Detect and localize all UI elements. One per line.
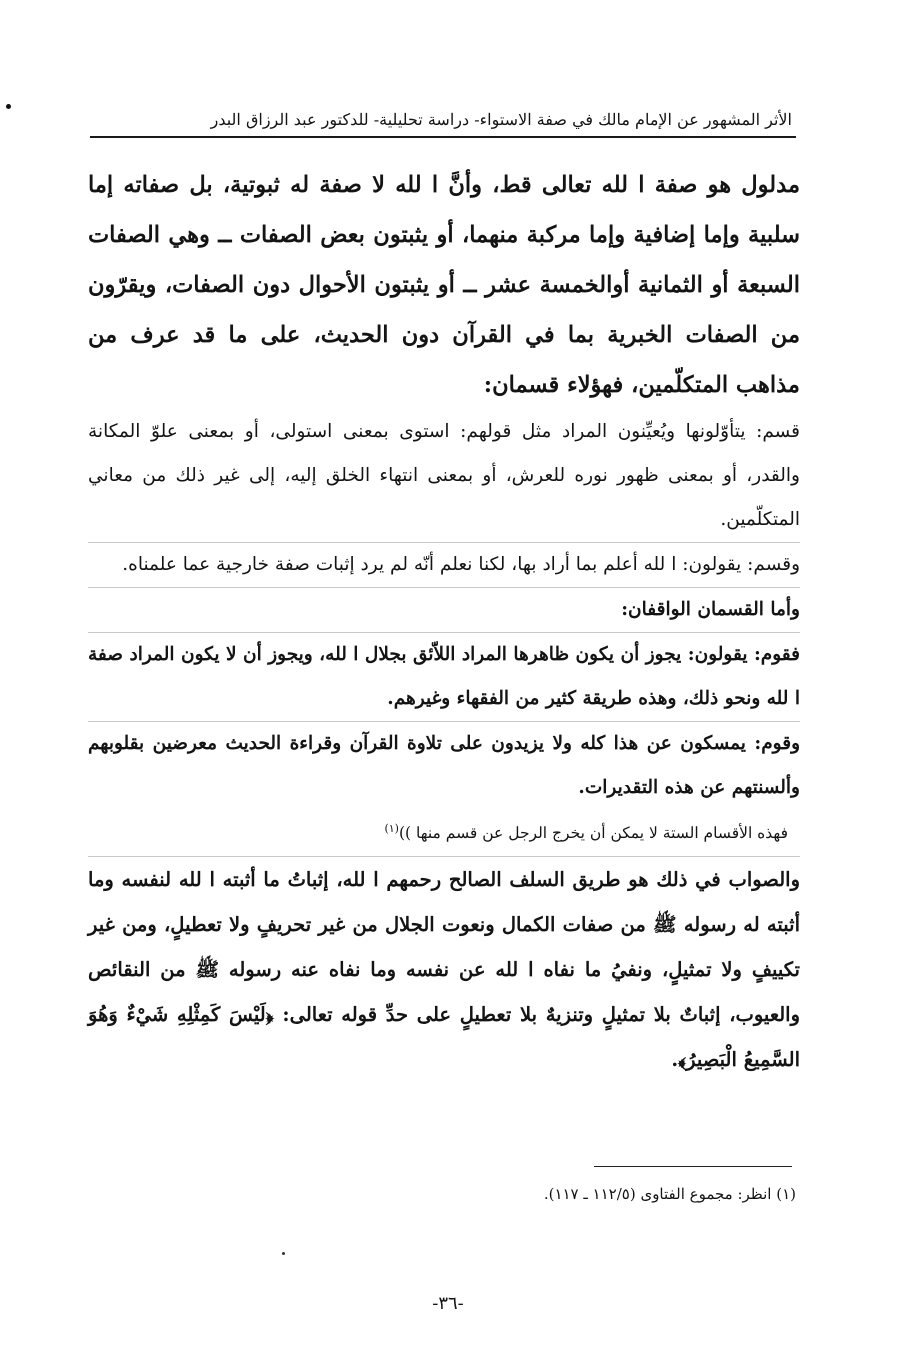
header-title: الأثر المشهور عن الإمام مالك في صفة الاستواء- دراسة تحليلية- للدكتور عبد الرزاق البدر <box>210 110 792 129</box>
quote-closing-line <box>88 810 800 852</box>
margin-dot-bottom <box>282 1252 285 1255</box>
paragraph-fourth-group: وقوم: يمسكون عن هذا كله ولا يزيدون على تلاوة القرآن وقراءة الحديث معرضين بقلوبهم وألسنتهم عن هذه التقديرات. <box>88 721 800 810</box>
page-number: -٣٦- <box>432 1293 464 1314</box>
paragraph-second-group: وقسم: يقولون: ا لله أعلم بما أراد بها، لكنا نعلم أنّه لم يرد إثبات صفة خارجية عما علمناه. <box>88 542 800 587</box>
paragraph-correct-view: والصواب في ذلك هو طريق السلف الصالح رحمهم ا لله، إثباتُ ما أثبته ا لله لنفسه وما أثبته له رسوله ﷺ من صفات الكمال ونعوت الجلال من غير تحريفٍ ولا تعطيلٍ، ومن غير تكييفٍ ولا تمثيلٍ، ونفيُ ما نفاه ا لله عن نفسه وما نفاه عنه رسوله ﷺ من النقائص والعيوب، إثباتٌ بلا تمثيلٍ وتنزيهٌ بلا تعطيلٍ على حدِّ قوله تعالى: ﴿لَيْسَ كَمِثْلِهِ شَيْءٌ وَهُوَ السَّمِيعُ الْبَصِيرُ﴾. <box>88 856 800 1082</box>
paragraph-waqifan-heading: وأما القسمان الواقفان: <box>88 587 800 632</box>
footnote-divider <box>594 1166 792 1167</box>
footnote: (١) انظر: مجموع الفتاوى (١١٢/٥ ـ ١١٧). <box>543 1185 796 1203</box>
running-header <box>90 106 796 138</box>
footnote-reference: (١) <box>384 822 399 835</box>
margin-dot <box>6 104 11 109</box>
main-text <box>88 160 800 1082</box>
paragraph-first-group: قسم: يتأوّلونها ويُعيِّنون المراد مثل قولهم: استوى بمعنى استولى، أو بمعنى علوّ المكانة والقدر، أو بمعنى ظهور نوره للعرش، أو بمعنى انتهاء الخلق إليه، إلى غير ذلك من معاني المتكلّمين. <box>88 421 800 530</box>
quote-text: فهذه الأقسام الستة لا يمكن أن يخرج الرجل عن قسم منها )) <box>398 824 788 843</box>
paragraph-third-group: فقوم: يقولون: يجوز أن يكون ظاهرها المراد اللاّئق بجلال ا لله، ويجوز أن لا يكون المراد صفة ا لله ونحو ذلك، وهذه طريقة كثير من الفقهاء وغيرهم. <box>88 632 800 721</box>
lead-paragraph: مدلول هو صفة ا لله تعالى قط، وأنَّ ا لله لا صفة له ثبوتية، بل صفاته إما سلبية وإما إضافية وإما مركبة منهما، أو يثبتون بعض الصفات ــ وهي الصفات السبعة أو الثمانية أوالخمسة عشر ــ أو يثبتون الأحوال دون الصفات، ويقرّون من الصفات الخبرية بما في القرآن دون الحديث، على ما قد عرف من مذاهب المتكلّمين، فهؤلاء قسمان: <box>88 172 800 398</box>
